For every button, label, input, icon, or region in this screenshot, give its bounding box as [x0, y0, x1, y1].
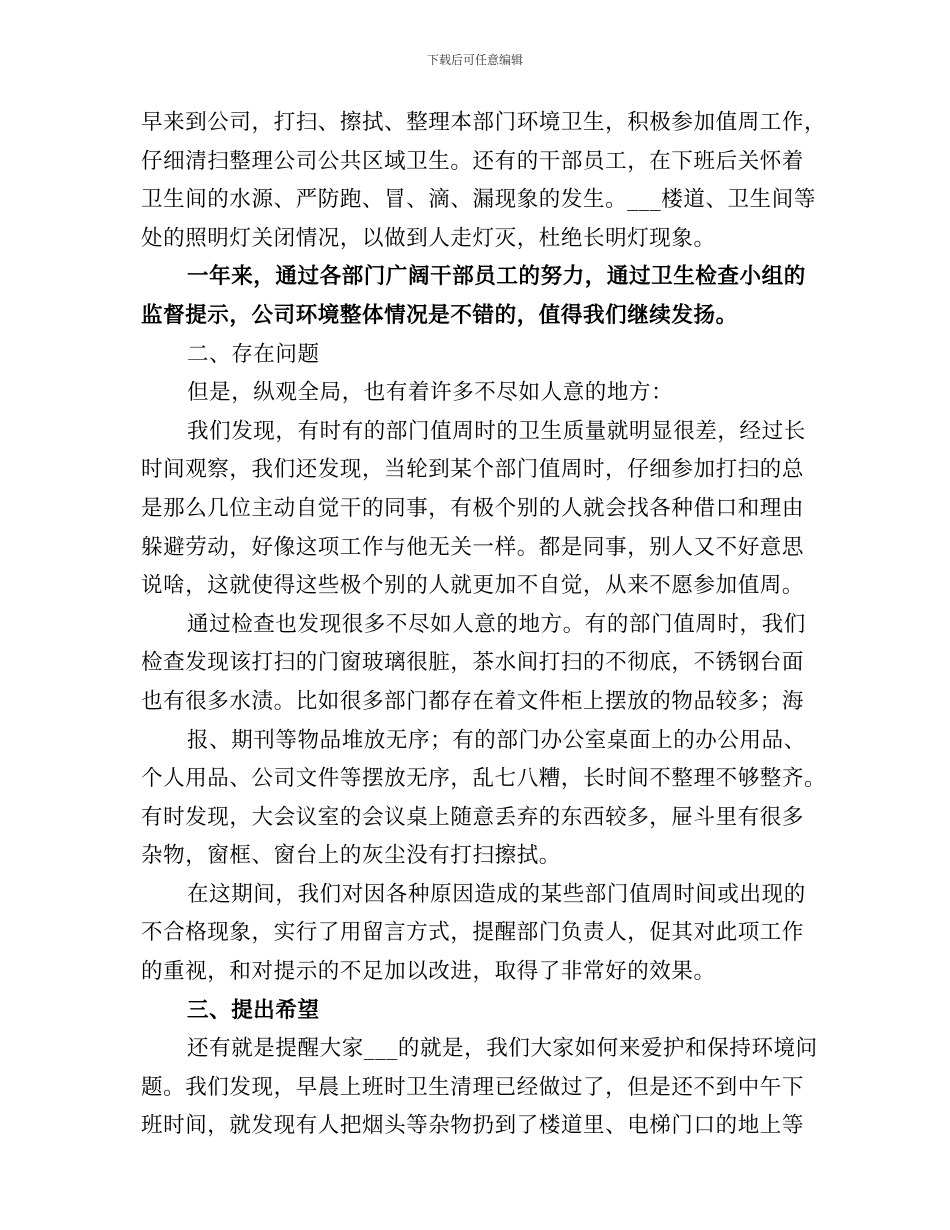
- text-line: 二、存在问题: [187, 341, 320, 367]
- text-line: 有时发现，大会议室的会议桌上随意丢弃的东西较多，屉斗里有很多: [141, 804, 805, 830]
- text-line: 还有就是提醒大家___的就是，我们大家如何来爱护和保持环境问: [187, 1036, 818, 1062]
- text-line: 不合格现象，实行了用留言方式，提醒部门负责人，促其对此项工作: [141, 920, 805, 946]
- page-header-note: 下载后可任意编辑: [426, 53, 523, 67]
- text-line: 检查发现该打扫的门窗玻璃很脏，茶水间打扫的不彻底，不锈钢台面: [141, 650, 805, 676]
- text-line: 通过检查也发现很多不尽如人意的地方。有的部门值周时，我们: [187, 611, 806, 637]
- document-body: [141, 104, 833, 1146]
- text-line: 在这期间，我们对因各种原因造成的某些部门值周时间或出现的: [187, 881, 806, 907]
- text-line: 监督提示，公司环境整体情况是不错的，值得我们继续发扬。: [141, 302, 738, 328]
- text-line: 处的照明灯关闭情况，以做到人走灯灭，杜绝长明灯现象。: [141, 225, 716, 251]
- text-line: 仔细清扫整理公司公共区域卫生。还有的干部员工，在下班后关怀着: [141, 148, 805, 174]
- text-line: 躲避劳动，好像这项工作与他无关一样。都是同事，别人又不好意思: [141, 534, 805, 560]
- text-line: 也有很多水渍。比如很多部门都存在着文件柜上摆放的物品较多；海: [141, 688, 805, 714]
- text-line: 卫生间的水源、严防跑、冒、滴、漏现象的发生。___楼道、卫生间等: [141, 187, 816, 213]
- text-line: 是那么几位主动自觉干的同事，有极个别的人就会找各种借口和理由: [141, 495, 805, 521]
- text-line: 一年来，通过各部门广阔干部员工的努力，通过卫生检查小组的: [187, 264, 806, 290]
- text-line: 说啥，这就使得这些极个别的人就更加不自觉，从来不愿参加值周。: [141, 573, 805, 599]
- text-line: 杂物，窗框、窗台上的灰尘没有打扫擦拭。: [141, 843, 561, 869]
- text-line: 的重视，和对提示的不足加以改进，取得了非常好的效果。: [141, 959, 716, 985]
- text-line: 我们发现，有时有的部门值周时的卫生质量就明显很差，经过长: [187, 418, 806, 444]
- text-line: 时间观察，我们还发现，当轮到某个部门值周时，仔细参加打扫的总: [141, 457, 805, 483]
- text-line: 题。我们发现，早晨上班时卫生清理已经做过了，但是还不到中午下: [141, 1074, 805, 1100]
- text-line: 个人用品、公司文件等摆放无序，乱七八糟，长时间不整理不够整齐。: [141, 766, 827, 792]
- text-line: 三、提出希望: [187, 997, 320, 1023]
- text-line: 早来到公司，打扫、擦拭、整理本部门环境卫生，积极参加值周工作，: [141, 110, 827, 135]
- text-line: 班时间，就发现有人把烟头等杂物扔到了楼道里、电梯门口的地上等: [141, 1113, 805, 1139]
- text-line: 但是，纵观全局，也有着许多不尽如人意的地方：: [187, 380, 674, 406]
- text-line: 报、期刊等物品堆放无序；有的部门办公室桌面上的办公用品、: [187, 727, 806, 753]
